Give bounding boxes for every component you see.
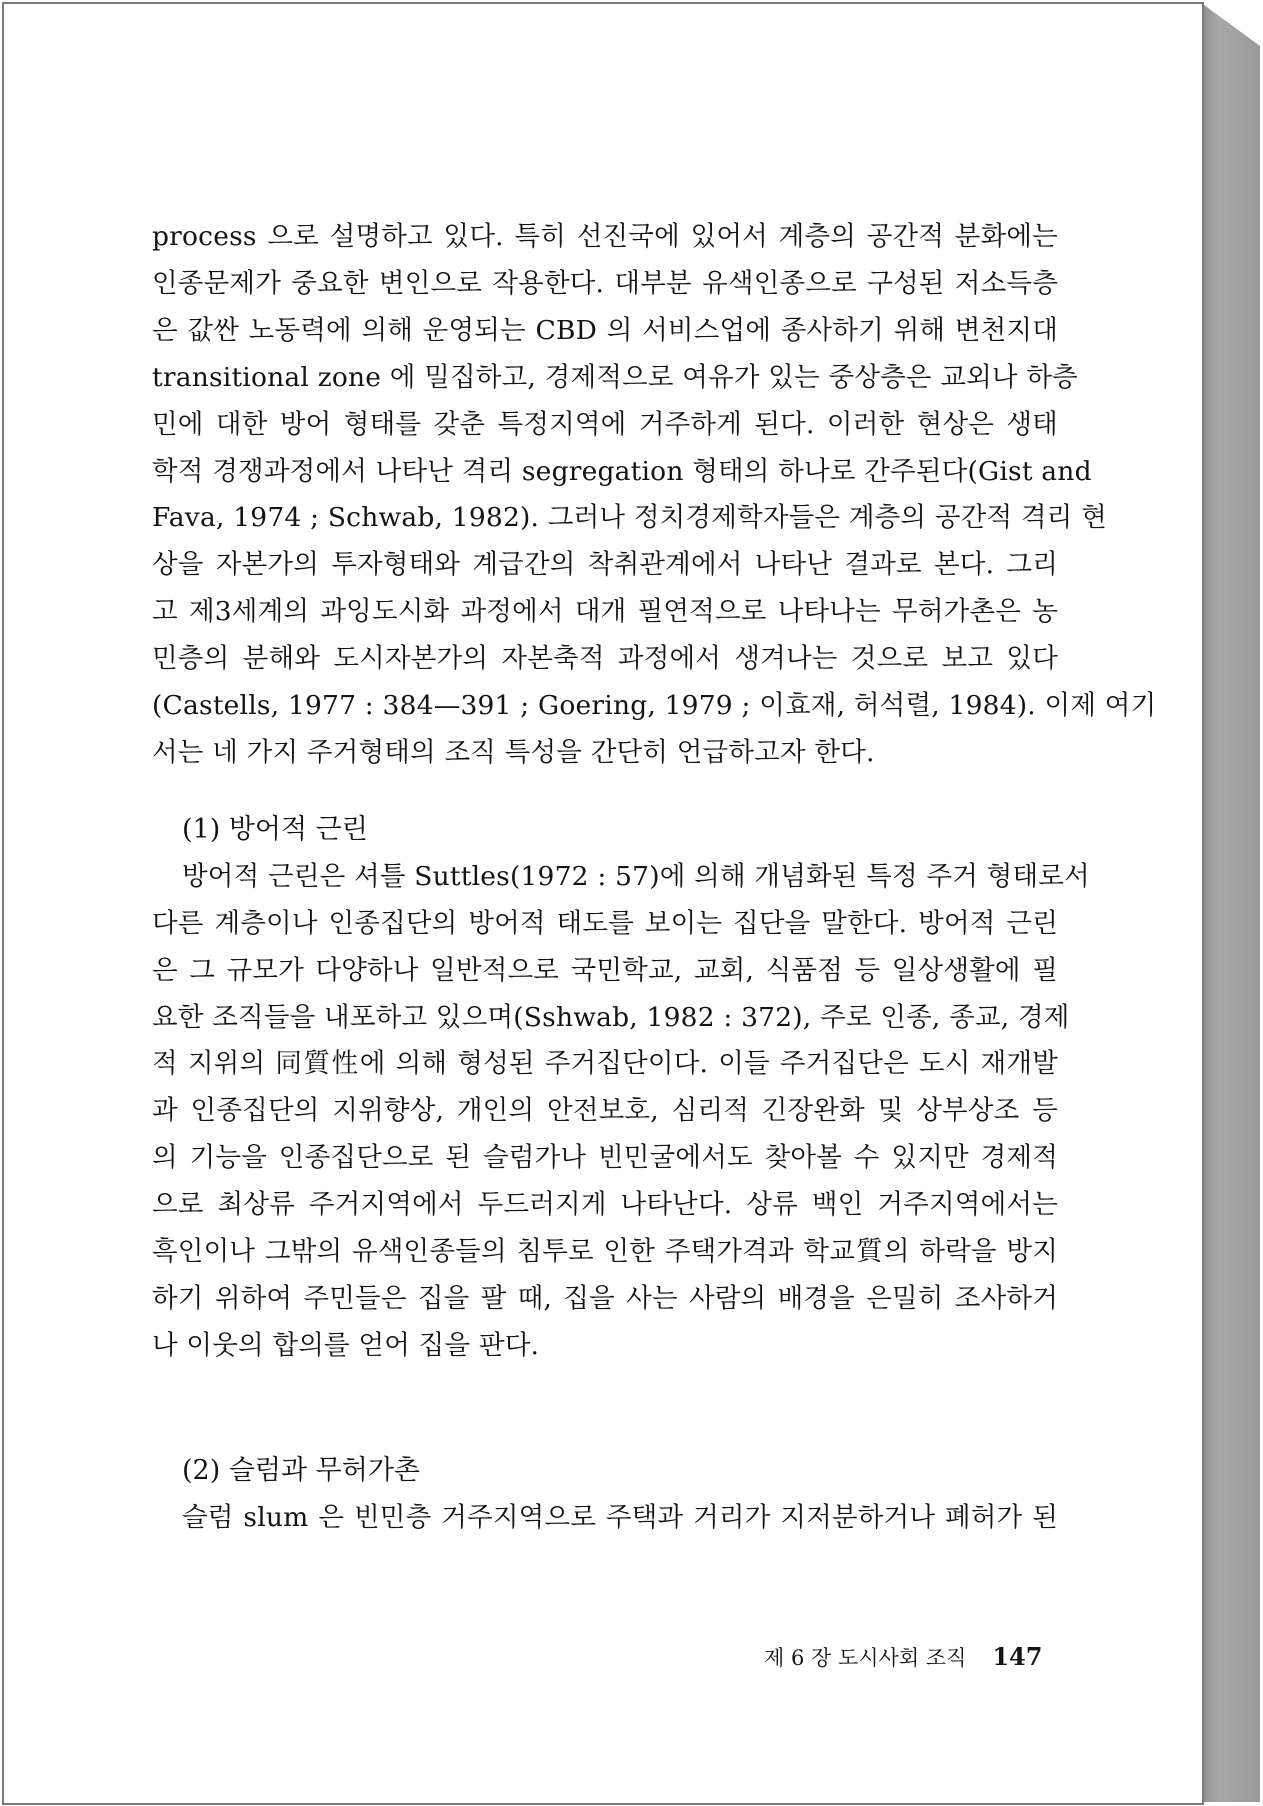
page-footer xyxy=(764,1642,1043,1672)
text-line: process 으로 설명하고 있다. 특히 선진국에 있어서 계층의 공간적 분화에는 xyxy=(152,221,1058,252)
text-line: 민에 대한 방어 형태를 갖춘 특정지역에 거주하게 된다. 이러한 현상은 생태 xyxy=(152,408,1058,440)
text-line: 적 지위의 同質性에 의해 형성된 주거집단이다. 이들 주거집단은 도시 재개발 xyxy=(152,1048,1058,1080)
text-line: (Castells, 1977 : 384—391 ; Goering, 1979 ; 이효재, 허석렬, 1984). 이제 여기 xyxy=(152,690,1157,722)
text-line: 서는 네 가지 주거형태의 조직 특성을 간단히 언급하고자 한다. xyxy=(152,736,875,768)
page-number: 147 xyxy=(992,1642,1043,1671)
text-line: 은 그 규모가 다양하나 일반적으로 국민학교, 교회, 식품점 등 일상생활에 필 xyxy=(152,954,1058,986)
text-line: 민층의 분해와 도시자본가의 자본축적 과정에서 생겨나는 것으로 보고 있다 xyxy=(152,643,1058,675)
paragraph-2 xyxy=(152,854,1090,1370)
text-line: 은 값싼 노동력에 의해 운영되는 CBD 의 서비스업에 종사하기 위해 변천지대 xyxy=(152,314,1058,346)
section-heading-2: (2) 슬럼과 무허가촌 xyxy=(182,1454,420,1486)
paragraph-1 xyxy=(152,214,1157,777)
text-line: Fava, 1974 ; Schwab, 1982). 그러나 정치경제학자들은 계층의 공간적 격리 현 xyxy=(152,502,1107,534)
paragraph-3 xyxy=(152,1495,1058,1542)
text-line: 요한 조직들을 내포하고 있으며(Sshwab, 1982 : 372), 주로 인종, 종교, 경제 xyxy=(152,1001,1070,1033)
text-line: 인종문제가 중요한 변인으로 작용한다. 대부분 유색인종으로 구성된 저소득층 xyxy=(152,267,1058,299)
section-heading-1: (1) 방어적 근린 xyxy=(182,813,368,845)
text-line: 나 이웃의 합의를 얻어 집을 판다. xyxy=(152,1329,540,1361)
text-line: 학적 경쟁과정에서 나타난 격리 segregation 형태의 하나로 간주된다(Gist and xyxy=(152,455,1092,487)
text-line: 상을 자본가의 투자형태와 계급간의 착취관계에서 나타난 결과로 본다. 그리 xyxy=(152,549,1058,581)
text-line: 슬럼 slum 은 빈민층 거주지역으로 주택과 거리가 지저분하거나 폐허가 된 xyxy=(182,1501,1058,1533)
text-line: 다른 계층이나 인종집단의 방어적 태도를 보이는 집단을 말한다. 방어적 근린 xyxy=(152,907,1058,939)
text-line: 과 인종집단의 지위향상, 개인의 안전보호, 심리적 긴장완화 및 상부상조 등 xyxy=(152,1095,1058,1127)
running-footer-chapter: 제 6 장 도시사회 조직 xyxy=(764,1646,967,1670)
text-line: transitional zone 에 밀집하고, 경제적으로 여유가 있는 중상층은 교외나 하층 xyxy=(152,361,1078,393)
text-line: 방어적 근린은 셔틀 Suttles(1972 : 57)에 의해 개념화된 특정 주거 형태로서 xyxy=(182,860,1090,892)
text-line: 흑인이나 그밖의 유색인종들의 침투로 인한 주택가격과 학교質의 하락을 방지 xyxy=(152,1236,1058,1268)
text-line: 하기 위하여 주민들은 집을 팔 때, 집을 사는 사람의 배경을 은밀히 조사하거 xyxy=(152,1282,1058,1314)
page-edge-shadow xyxy=(1200,2,1260,1802)
text-line: 의 기능을 인종집단으로 된 슬럼가나 빈민굴에서도 찾아볼 수 있지만 경제적 xyxy=(152,1142,1058,1174)
text-line: 으로 최상류 주거지역에서 두드러지게 나타난다. 상류 백인 거주지역에서는 xyxy=(152,1189,1058,1221)
page-content xyxy=(152,214,1157,1542)
book-page xyxy=(2,2,1204,1805)
text-line: 고 제3세계의 과잉도시화 과정에서 대개 필연적으로 나타나는 무허가촌은 농 xyxy=(152,596,1058,628)
